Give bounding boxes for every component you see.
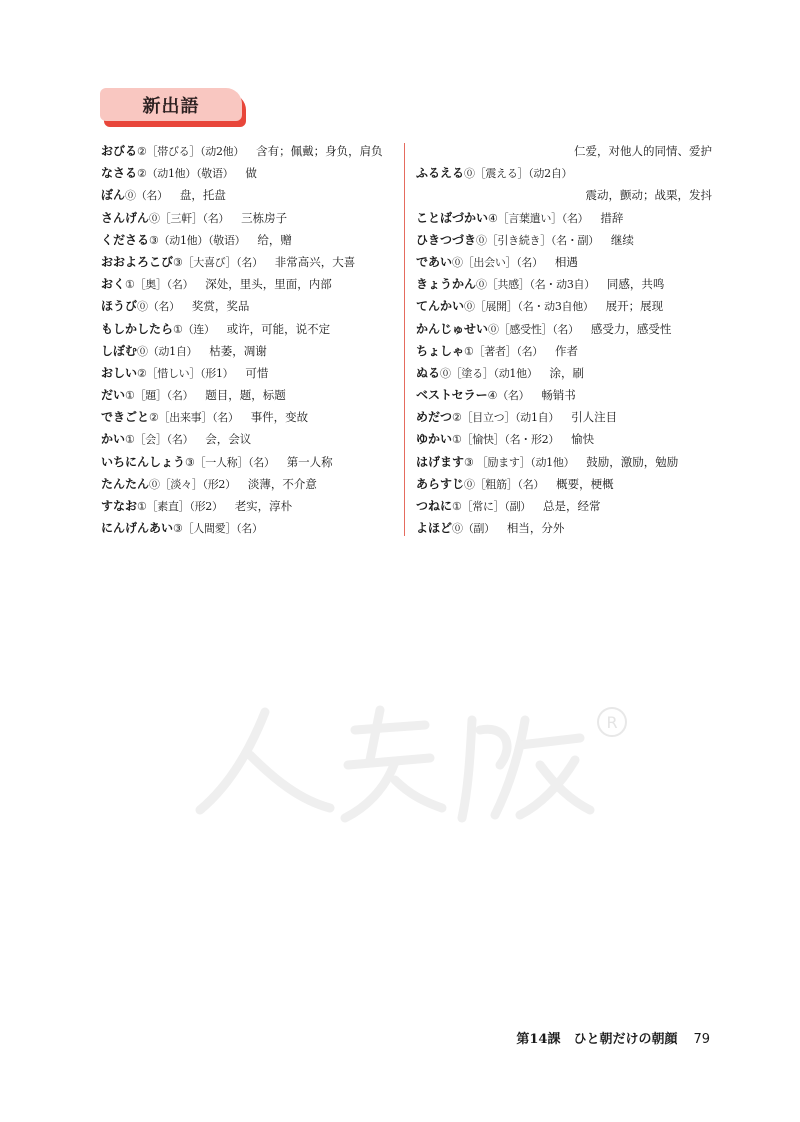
vocab-headword: よほど [416,521,453,536]
vocab-meaning: 引人注目 [571,410,618,425]
vocab-entry [416,362,712,384]
vocab-accent-kanji-pos: ⓪［淡々］（形2） [149,477,236,491]
vocab-entry [416,318,712,340]
vocab-meaning: 愉快 [571,432,595,447]
vocab-entry [101,495,393,517]
page-footer [516,1028,710,1047]
vocab-entry [416,273,712,295]
vocab-accent-kanji-pos: ⓪（名） [137,300,180,314]
section-heading-tab [100,88,246,128]
vocab-accent-kanji-pos: ⓪［粗筋］（名） [464,477,545,491]
vocab-meaning: 老实，淳朴 [234,499,293,513]
vocab-headword: ちょしゃ [416,343,465,358]
vocab-accent-kanji-pos: ②［出来事］（名） [149,411,239,425]
vocab-entry [101,273,393,295]
vocab-accent-kanji-pos: ④（名） [487,389,530,403]
vocab-entry [101,140,393,162]
vocab-headword: だい [101,388,126,403]
vocab-accent-kanji-pos: ③（动1他）（敬语） [149,233,246,247]
vocab-accent-kanji-pos: ⓪［展開］（名・动3自他） [464,300,594,314]
vocab-accent-kanji-pos: ⓪［出会い］（名） [452,255,543,269]
vocab-accent-kanji-pos: ③ ［励ます］（动1他） [464,455,575,469]
vocab-entry [416,406,712,428]
page-number: 79 [693,1032,710,1047]
vocab-meaning: 含有；佩戴；身负，肩负 [256,144,383,158]
vocab-meaning: 总是，经常 [542,499,601,513]
vocab-meaning: 仁爱，对他人的同情、爱护 [574,144,712,158]
vocab-meaning: 感受力，感受性 [590,321,672,336]
vocab-entry [416,451,712,473]
vocab-accent-kanji-pos: ①［奥］（名） [125,278,194,292]
vocab-headword: ゆかい [416,432,453,447]
vocab-meaning: 或许，可能，说不定 [226,321,331,336]
vocab-meaning: 给，赠 [257,232,292,247]
vocab-headword: くださる [101,232,150,247]
vocab-meaning: 鼓励，激励，勉励 [586,454,679,469]
vocab-meaning: 展开；展现 [605,299,664,314]
vocab-headword: ふるえる [416,166,465,181]
vocab-meaning: 概要，梗概 [556,476,614,491]
vocab-headword: てんかい [416,299,465,314]
vocab-column-right [416,140,712,539]
vocab-headword: おおよろこび [101,254,174,269]
vocab-accent-kanji-pos: ⓪（名） [125,189,168,203]
vocab-meaning: 作者 [554,343,578,358]
vocab-accent-kanji-pos: ①［著者］（名） [464,344,543,358]
vocab-entry [101,295,393,317]
vocab-entry [101,428,393,450]
vocab-accent-kanji-pos: ③［大喜び］（名） [173,255,263,269]
vocab-accent-kanji-pos: ①［会］（名） [125,433,194,447]
vocab-headword: おく [101,277,126,292]
vocab-accent-kanji-pos: ②（动1他）（敬语） [137,167,234,181]
vocab-meaning: 奖赏，奖品 [191,299,250,314]
vocab-column-left [101,140,393,539]
vocab-entry [416,140,712,162]
vocab-accent-kanji-pos: ①［素直］（形2） [137,500,223,513]
vocab-meaning: 淡薄，不介意 [247,476,317,491]
vocab-headword: はげます [416,454,465,469]
vocab-meaning: 三栋房子 [241,210,288,225]
vocab-accent-kanji-pos: ②［帯びる］（动2他） [137,145,245,158]
vocab-accent-kanji-pos: ⓪［塗る］（动1他） [440,366,538,380]
vocab-entry [416,340,712,362]
vocab-meaning: 盘，托盘 [179,188,226,203]
publisher-watermark [180,690,640,840]
vocab-entry [101,251,393,273]
vocab-meaning: 涂，刷 [549,365,585,380]
vocab-accent-kanji-pos: ②［惜しい］（形1） [137,366,234,380]
vocab-entry [101,406,393,428]
vocab-meaning: 相当，分外 [506,521,565,536]
vocab-headword: かんじゅせい [416,321,489,336]
vocab-entry [101,162,393,184]
vocab-meaning: 继续 [610,232,634,247]
section-tab-face [100,88,242,121]
vocab-headword: つねに [416,499,453,513]
vocab-meaning: 可惜 [245,365,269,380]
vocab-meaning: 事件，变故 [250,410,309,425]
vocab-accent-kanji-pos: ⓪［引き続き］（名・副） [476,233,599,247]
vocab-headword: しぼむ [101,343,138,358]
vocab-entry [416,251,712,273]
vocab-headword: ことばづかい [416,210,489,225]
vocab-headword: ベストセラー [416,388,488,403]
vocab-accent-kanji-pos: ⓪（副） [452,522,495,536]
vocab-entry [416,495,712,517]
vocab-headword: もしかしたら [101,321,174,336]
vocab-headword: できごと [101,410,150,425]
vocab-headword: おびる [101,144,138,158]
vocab-accent-kanji-pos: ⓪（动1自） [137,344,198,358]
vocab-headword: にんげんあい [101,521,174,536]
vocab-headword: ぼん [101,188,126,203]
vocab-meaning: 同感，共鸣 [606,277,665,292]
vocab-entry [416,473,712,495]
vocab-meaning: 畅销书 [541,388,576,403]
vocab-meaning: 非常高兴，大喜 [274,254,356,269]
vocab-meaning: 措辞 [600,210,624,225]
lesson-title: 第14課 ひと朝だけの朝顔 [516,1032,678,1047]
vocab-meaning: 震动，颤动；战栗，发抖 [585,188,712,203]
vocab-headword: ほうび [101,299,138,314]
vocab-headword: であい [416,254,453,269]
vocab-accent-kanji-pos: ③［人間愛］（名） [173,522,263,536]
vocab-entry [416,384,712,406]
vocab-headword: きょうかん [416,277,477,292]
vocab-entry [101,384,393,406]
vocab-accent-kanji-pos: ①［常に］（副） [452,500,531,513]
vocab-meaning: 深处，里头，里面，内部 [205,277,332,292]
registered-mark: R [606,713,618,732]
vocab-headword: ぬる [416,365,441,380]
vocab-entry [101,184,393,206]
vocab-entry [101,229,393,251]
vocab-entry [416,428,712,450]
vocab-headword: なさる [101,166,138,181]
vocab-entry [416,207,712,229]
vocab-accent-kanji-pos: ②［目立つ］（动1自） [452,411,560,425]
vocab-headword: すなお [101,499,138,513]
vocab-entry [101,340,393,362]
vocab-meaning: 枯萎，凋谢 [209,343,267,358]
vocab-accent-kanji-pos: ③［一人称］（名） [185,455,275,469]
vocab-meaning: 题目，题，标题 [205,388,286,403]
vocab-headword: ひきつづき [416,232,477,247]
vocab-entry [101,362,393,384]
vocab-entry [101,451,393,473]
vocab-entry [101,473,393,495]
vocab-entry [101,517,393,539]
vocab-entry [416,517,712,539]
vocab-accent-kanji-pos: ⓪［震える］（动2自） [464,167,573,181]
vocab-accent-kanji-pos: ⓪［三軒］（名） [149,211,230,225]
vocab-meaning: 会，会议 [205,432,252,447]
vocab-accent-kanji-pos: ④［言葉遣い］（名） [488,211,589,225]
vocab-headword: たんたん [101,476,150,491]
section-title: 新出語 [142,95,200,117]
vocab-meaning: 做 [245,166,257,181]
vocab-accent-kanji-pos: ①［題］（名） [125,389,194,403]
vocab-entry [416,162,712,184]
vocab-accent-kanji-pos: ①（连） [173,322,215,336]
column-divider [404,143,405,536]
vocab-entry [101,318,393,340]
vocab-entry [416,229,712,251]
vocab-headword: いちにんしょう [101,454,186,469]
vocab-entry [416,184,712,206]
vocab-accent-kanji-pos: ⓪［共感］（名・动3自） [476,278,595,292]
vocab-headword: おしい [101,365,138,380]
vocab-accent-kanji-pos: ⓪［感受性］（名） [488,322,579,336]
vocab-headword: めだつ [416,410,453,425]
vocab-entry [101,207,393,229]
vocab-accent-kanji-pos: ①［愉快］（名・形2） [452,433,560,447]
vocab-headword: さんげん [101,210,150,225]
vocab-meaning: 相遇 [554,254,578,269]
vocab-headword: かい [101,432,126,447]
vocab-headword: あらすじ [416,476,465,491]
vocab-meaning: 第一人称 [286,454,333,469]
vocab-entry [416,295,712,317]
